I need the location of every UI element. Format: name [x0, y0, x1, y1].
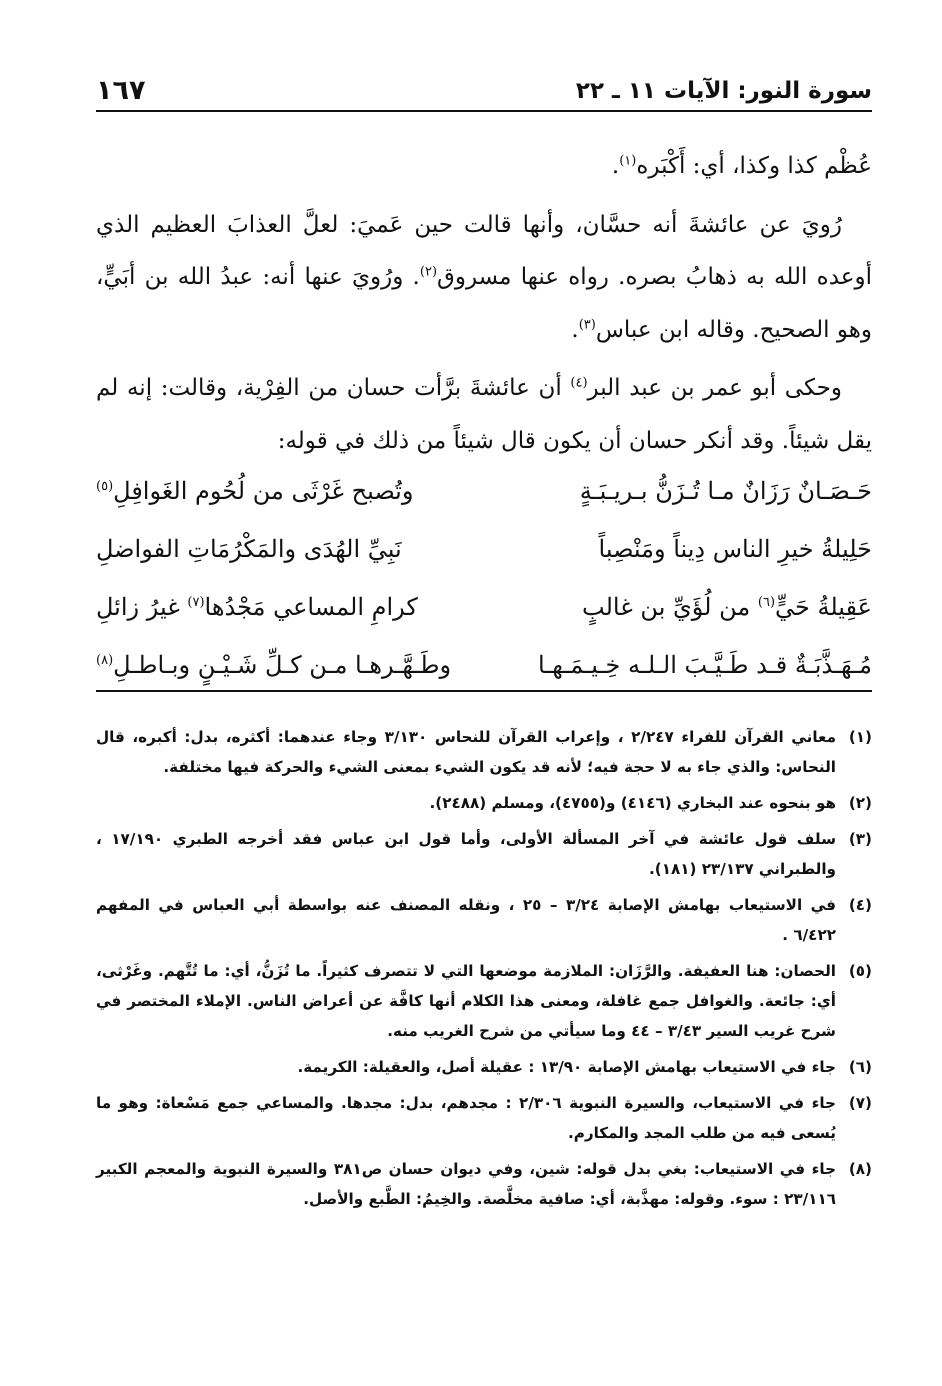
footnote-marker: (٤): [848, 896, 872, 914]
footnote-item: [96, 890, 872, 950]
footnote-text: الحصان: هنا العفيفة. والرَّزَان: الملازمة موضعها التي لا تتصرف كثيراً. ما تُزَنُّ، أي: ما تُتَّهم. وغَرْثى، أي: جائعة. والغوافل جمع غافلة، ومعنى هذا الكلام أنها كافَّة عن أعراض الناس. الإملاء المختصر في شرح غريب السير ٣/٤٣ – ٤٤ وما سيأتي من شرح الغريب منه.: [96, 962, 836, 1040]
footnote-text: جاء في الاستيعاب، والسيرة النبوية ٢/٣٠٦ : مجدهم، بدل: مجدها. والمساعي جمع مَسْعاة: وهو ما يُسعى فيه من طلب المجد والمكارم.: [96, 1094, 836, 1142]
verse-first-hemistich: [500, 651, 872, 679]
verse-text: نَبِيِّ الهُدَى والمَكْرُمَاتِ الفواضلِ: [96, 535, 402, 563]
footnote-marker: (٨): [848, 1160, 872, 1178]
verse-text: عَقِيلةُ حَيٍّ: [775, 593, 872, 621]
p2-text-b: . ورُويَ عنها أنه: عبدُ الله بن أبَيٍّ، وهو الصحيح. وقاله ابن عباس: [96, 264, 872, 343]
footnote-text: جاء في الاستيعاب: بغي بدل قوله: شين، وفي ديوان حسان ص٣٨١ والسيرة النبوية والمعجم الكبير ٢٣/١١٦ : سوء. وقوله: مهذَّبة، أي: صافية مخلَّصة. والخِيمُ: الطَّبع والأصل.: [96, 1160, 837, 1208]
footnote-item: [96, 1154, 872, 1214]
verse-text: حَـصَـانٌ رَزَانٌ مـا تُـزَنُّ بـريـبَـةٍ: [579, 477, 872, 505]
footnote-text: جاء في الاستيعاب بهامش الإصابة ١٣/٩٠ : عقيلة أصل، والعقيلة: الكريمة.: [297, 1058, 836, 1076]
footnote-item: [96, 1088, 872, 1148]
verse-text: مُـهَـذَّبَـةٌ قـد طَـيَّـبَ الـلـه خِـيـمَـهـا: [537, 651, 872, 679]
footnote-item: [96, 956, 872, 1046]
footnote-marker: (٧): [848, 1094, 872, 1112]
verse-second-hemistich: [96, 593, 468, 621]
p2-end: .: [571, 316, 579, 343]
verse-text: وتُصبح غَرْثَى من لُحُوم الغَوافِلِ: [113, 477, 414, 505]
footnote-ref-5: (٥): [96, 479, 114, 494]
footnote-separator: [96, 690, 872, 692]
verse-first-hemistich: [500, 593, 872, 621]
footnotes: [96, 722, 872, 1220]
footnote-item: [96, 824, 872, 884]
verse-first-hemistich: [500, 477, 872, 505]
p2-text-a: رُويَ عن عائشةَ أنه حسَّان، وأنها قالت حين عَميَ: لعلَّ العذابَ العظيم الذي أوعده الله به ذهابُ بصره. رواه عنها مسروق: [96, 211, 872, 290]
footnote-item: [96, 1052, 872, 1082]
footnote-text: في الاستيعاب بهامش الإصابة ٣/٢٤ – ٢٥ ، ونقله المصنف عنه بواسطة أبي العباس في المفهم ٦/٤٢٢ .: [96, 896, 836, 944]
footnote-ref-6: (٦): [757, 595, 776, 610]
footnote-marker: (٢): [848, 794, 872, 812]
footnote-ref-8: (٨): [96, 653, 114, 668]
running-title: سورة النور: الآيات ١١ ـ ٢٢: [575, 78, 872, 104]
paragraph-2: [96, 199, 872, 357]
footnote-text: هو بنحوه عند البخاري (٤١٤٦) و(٤٧٥٥)، ومسلم (٢٤٨٨).: [429, 794, 836, 812]
page-number: ١٦٧: [96, 75, 146, 106]
footnote-item: [96, 722, 872, 782]
footnote-marker: (١): [848, 728, 872, 746]
verse-row: [96, 462, 872, 520]
verse-text: كرامِ المساعي مَجْدُها: [204, 593, 418, 621]
footnote-ref-4: (٤): [570, 375, 588, 391]
p1-text: عُظْم كذا وكذا، أي: أَكْبَره: [636, 153, 872, 179]
paragraph-3: [96, 362, 872, 467]
verse-text: وطَـهَّـرهـا مـن كـلِّ شَـيْـنٍ وبـاطـلِ: [113, 651, 452, 679]
poem-verses: [96, 462, 872, 694]
footnote-marker: (٦): [848, 1058, 872, 1076]
footnote-ref-3: (٣): [578, 316, 596, 332]
verse-second-hemistich: [96, 651, 468, 679]
page-header: [96, 66, 872, 112]
verse-row: [96, 636, 872, 694]
footnote-ref-1: (١): [619, 153, 637, 169]
p3-text-b: أن عائشةَ برَّأت حسان من الفِرْية، وقالت: إنه لم يقل شيئاً. وقد أنكر حسان أن يكون قال شيئاً من ذلك في قوله:: [96, 375, 872, 454]
p3-text-a: وحكى أبو عمر بن عبد البر: [587, 375, 842, 401]
verse-row: [96, 578, 872, 636]
verse-text: غيرُ زائلِ: [96, 593, 188, 621]
verse-second-hemistich: [96, 535, 468, 563]
verse-text: من لُؤَيِّ بن غالبٍ: [582, 593, 758, 621]
footnote-ref-2: (٢): [419, 264, 438, 280]
footnote-marker: (٣): [848, 830, 872, 848]
footnote-item: [96, 788, 872, 818]
footnote-text: سلف قول عائشة في آخر المسألة الأولى، وأما قول ابن عباس فقد أخرجه الطبري ١٧/١٩٠ ، والطبراني ٢٣/١٣٧ (١٨١).: [96, 830, 837, 878]
paragraph-1: [96, 140, 872, 193]
footnote-text: معاني القرآن للفراء ٢/٢٤٧ ، وإعراب القرآن للنحاس ٣/١٣٠ وجاء عندهما: أكثره، بدل: أكبره، قال النحاس: والذي جاء به لا حجة فيه؛ لأنه قد يكون الشيء بمعنى الشيء والحركة فيها مختلفة.: [96, 728, 836, 776]
footnote-ref-7: (٧): [187, 595, 205, 610]
footnote-marker: (٥): [848, 962, 872, 980]
p1-end: .: [611, 153, 620, 179]
main-text: [96, 140, 872, 467]
verse-text: حَلِيلةُ خيرِ الناس دِيناً ومَنْصِباً: [598, 535, 872, 563]
verse-first-hemistich: [500, 535, 872, 563]
verse-row: [96, 520, 872, 578]
verse-second-hemistich: [96, 477, 468, 505]
